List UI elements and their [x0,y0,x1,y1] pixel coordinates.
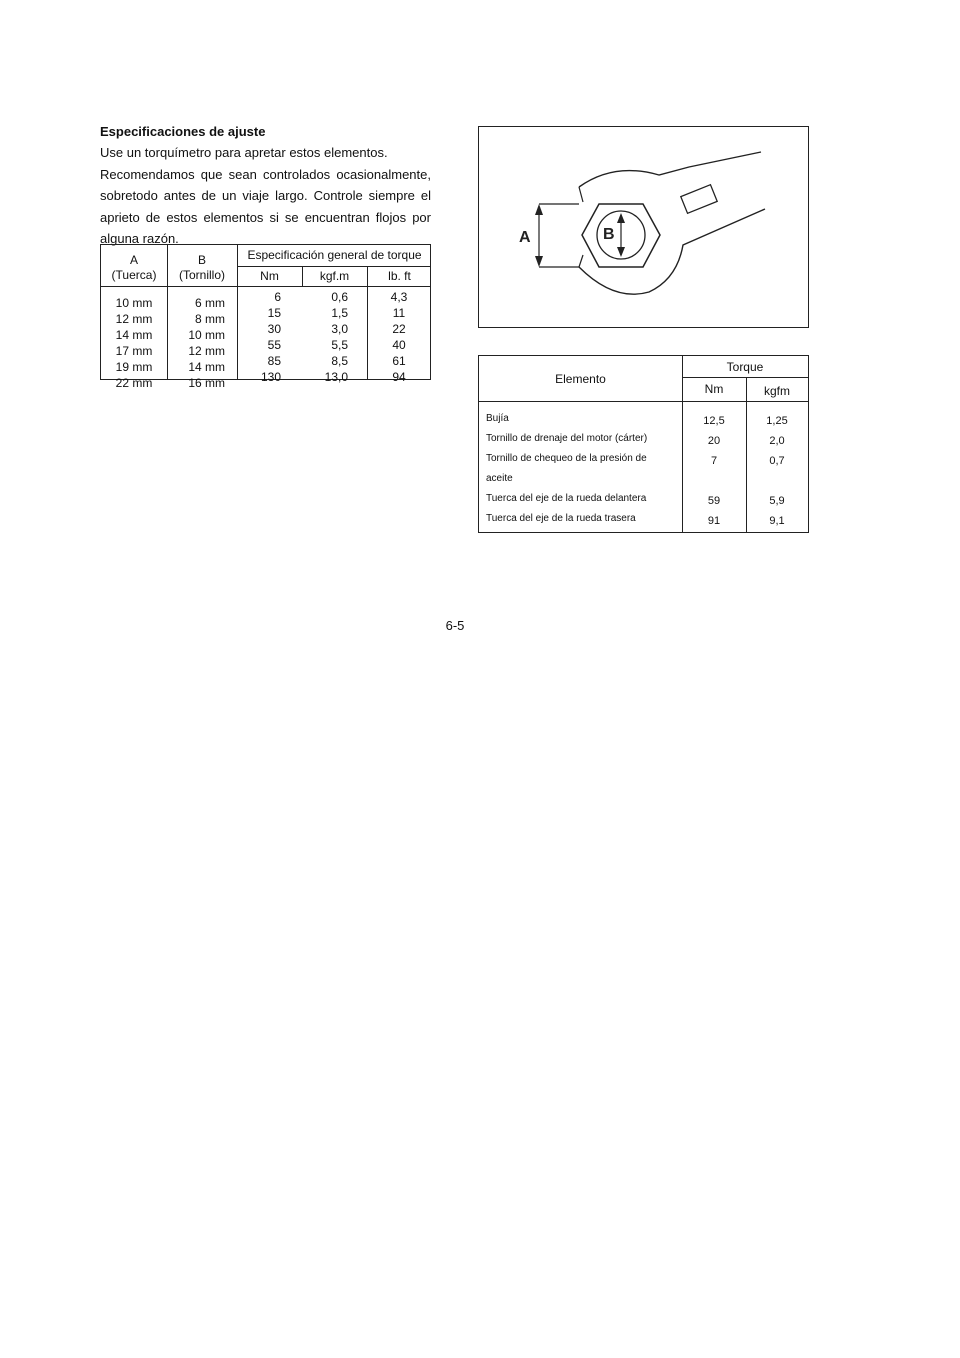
table-cell: 11 [392,306,406,320]
col-a-header [101,253,167,283]
general-torque-table [100,244,431,390]
table-cell: 10 mm [188,328,225,342]
table-cell [682,471,746,491]
table-cell: 61 [392,354,406,368]
spec-header: Especificación general de torque [247,248,422,262]
element-kgfm-values [746,411,808,531]
table-cell: 5,5 [331,338,348,352]
table-cell: 22 [392,322,406,336]
col-nm-values [237,289,281,385]
table-cell: 5,9 [769,495,785,507]
section-title: Especificaciones de ajuste [100,124,266,139]
table-cell: 1,25 [766,415,788,427]
col-b-header [167,253,237,283]
element-row-label: Tornillo de drenaje del motor (cárter) [486,433,648,444]
table-cell: 17 mm [115,344,153,358]
table-cell: 1,5 [331,306,348,320]
table-cell: 85 [267,354,281,368]
dimension-label-a: A [519,229,531,246]
table-cell: 22 mm [115,376,153,390]
torque-header: Torque [726,360,764,374]
element-row-label: Tuerca del eje de la rueda delantera [486,493,647,504]
table-cell: 19 mm [115,360,153,374]
element-row-label: Bujía [486,413,509,424]
page-number: 6-5 [445,618,465,633]
dimension-label-b: B [603,226,615,243]
instructions-block [100,122,431,250]
table-cell: 10 mm [115,296,153,310]
table-cell: 15 [267,306,281,320]
intro-text [100,142,431,250]
table-cell: 8,5 [331,354,348,368]
intro-paragraph-1: Use un torquímetro para apretar estos elementos. [100,145,388,160]
table-cell: 12,5 [703,415,725,427]
table-cell: 8 mm [195,312,225,326]
table-cell: 130 [260,370,281,384]
table-cell [746,471,808,491]
table-cell: 94 [392,370,406,384]
table-cell: 0,7 [769,455,785,467]
intro-paragraph-2: Recomendamos que sean controlados ocasionalmente, sobretodo antes de un viaje largo. Controle siempre el aprieto de estos elementos si se encuentran flojos por alguna razón. [100,166,431,246]
table-cell: 4,3 [390,290,408,304]
table-cell: 16 mm [188,376,225,390]
element-row-label: Tuerca del eje de la rueda trasera [486,513,636,524]
wrench-illustration [479,127,807,326]
table-cell: 6 [274,290,281,304]
element-nm-values [682,411,746,531]
table-cell: 2,0 [769,435,785,447]
element-torque-table [478,355,809,533]
table-cell: 14 mm [188,360,225,374]
element-row-label: Tornillo de chequeo de la presión de [486,453,647,464]
col-a-name: (Tuerca) [111,268,157,282]
unit-kgfm: kgf.m [319,269,350,283]
wrench-diagram [478,126,809,328]
element-row-label: aceite [486,473,513,484]
unit-lbft: lb. ft [388,269,411,283]
table-cell: 20 [707,435,721,447]
element-labels [486,409,680,529]
table-cell: 55 [267,338,281,352]
unit-kgfm-header: kgfm [763,384,790,398]
col-b-values [167,295,225,391]
col-b-name: (Tornillo) [178,268,225,282]
unit-nm: Nm [260,269,279,283]
table-cell: 12 mm [188,344,225,358]
col-a-letter: A [129,253,138,267]
table-cell: 0,6 [331,290,348,304]
col-lbft-values [367,289,431,385]
table-cell: 59 [707,495,721,507]
table-cell: 40 [392,338,406,352]
element-header: Elemento [555,372,606,386]
table-cell: 7 [710,455,718,467]
table-cell: 9,1 [769,515,785,527]
table-cell: 14 mm [115,328,153,342]
col-a-values [101,295,167,391]
col-b-letter: B [197,253,206,267]
table-cell: 12 mm [115,312,153,326]
unit-nm-header: Nm [704,382,724,396]
table-cell: 30 [267,322,281,336]
table-cell: 91 [707,515,721,527]
table-cell: 3,0 [331,322,348,336]
table-cell: 13,0 [324,370,348,384]
table-cell: 6 mm [195,296,225,310]
col-kgfm-values [302,289,348,385]
